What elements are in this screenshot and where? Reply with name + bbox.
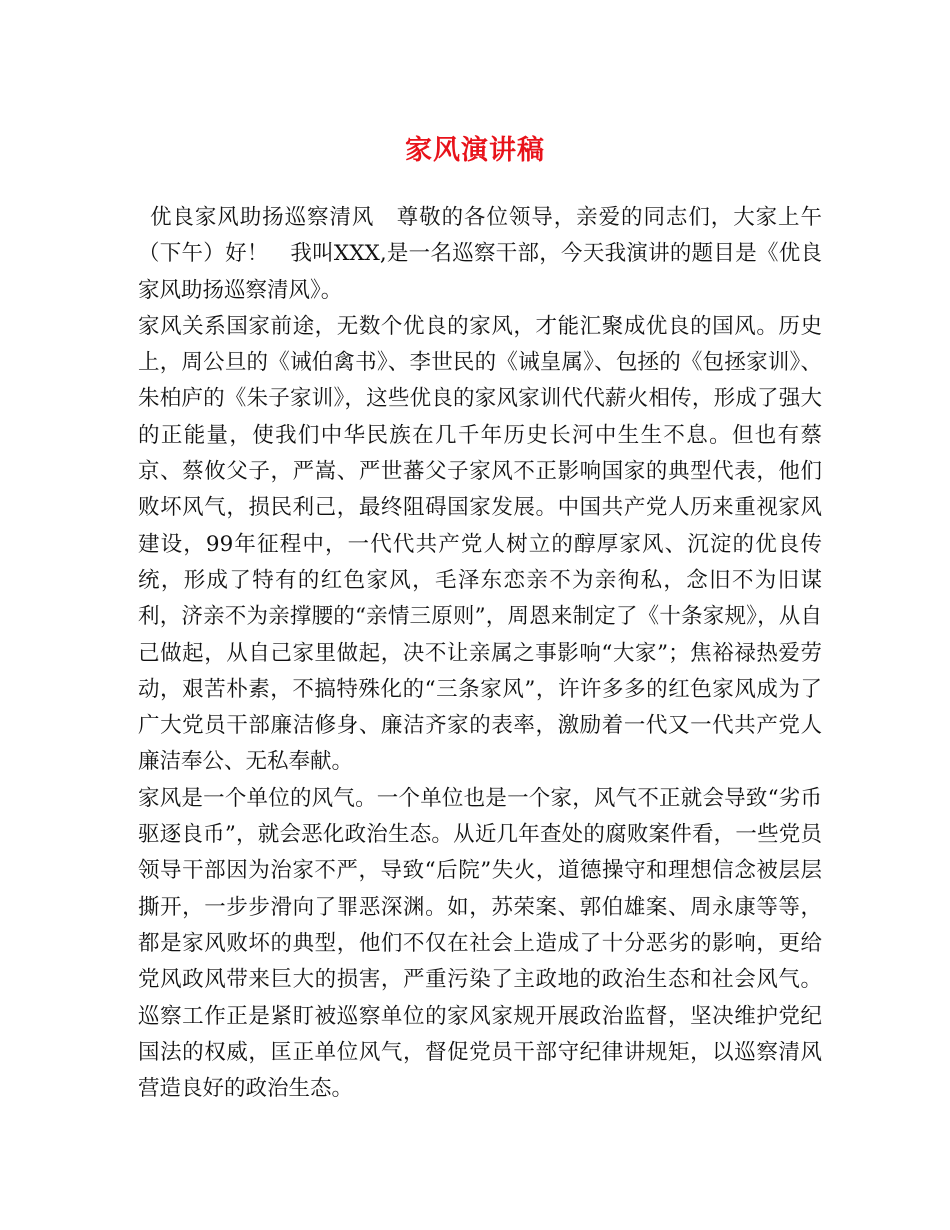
- paragraph-family-style-nation: 家风关系国家前途，无数个优良的家风，才能汇聚成优良的国风。历史上，周公旦的《诫伯禽书》、李世民的《诫皇属》、包拯的《包拯家训》、朱柏庐的《朱子家训》，这些优良的家风家训代代薪火相传，形成了强大的正能量，使我们中华民族在几千年历史长河中生生不息。但也有蔡京、蔡攸父子，严嵩、严世蕃父子家风不正影响国家的典型代表，他们败坏风气，损民利己，最终阻碍国家发展。中国共产党人历来重视家风建设，99年征程中，一代代共产党人树立的醇厚家风、沉淀的优良传统，形成了特有的红色家风，毛泽东恋亲不为亲徇私，念旧不为旧谋利，济亲不为亲撑腰的“亲情三原则”，周恩来制定了《十条家规》，从自己做起，从自己家里做起，决不让亲属之事影响“大家”；焦裕禄热爱劳动，艰苦朴素，不搞特殊化的“三条家风”，许许多多的红色家风成为了广大党员干部廉洁修身、廉洁齐家的表率，激励着一代又一代共产党人廉洁奉公、无私奉献。: [138, 313, 822, 775]
- paragraph-family-style-unit: 家风是一个单位的风气。一个单位也是一个家，风气不正就会导致“劣币驱逐良币”，就会恶化政治生态。从近几年查处的腐败案件看，一些党员领导干部因为治家不严，导致“后院”失火，道德操守和理想信念被层层撕开，一步步滑向了罪恶深渊。如，苏荣案、郭伯雄案、周永康等等，都是家风败坏的典型，他们不仅在社会上造成了十分恶劣的影响，更给党风政风带来巨大的损害，严重污染了主政地的政治生态和社会风气。巡察工作正是紧盯被巡察单位的家风家规开展政治监督，坚决维护党纪国法的权威，匡正单位风气，督促党员干部守纪律讲规矩，以巡察清风营造良好的政治生态。: [138, 785, 822, 1102]
- document-body: [138, 200, 822, 1107]
- paragraph-intro: 优良家风助扬巡察清风 尊敬的各位领导，亲爱的同志们，大家上午（下午）好！ 我叫XXX,是一名巡察干部，今天我演讲的题目是《优良家风助扬巡察清风》。: [138, 205, 822, 303]
- document-title: 家风演讲稿: [405, 135, 545, 166]
